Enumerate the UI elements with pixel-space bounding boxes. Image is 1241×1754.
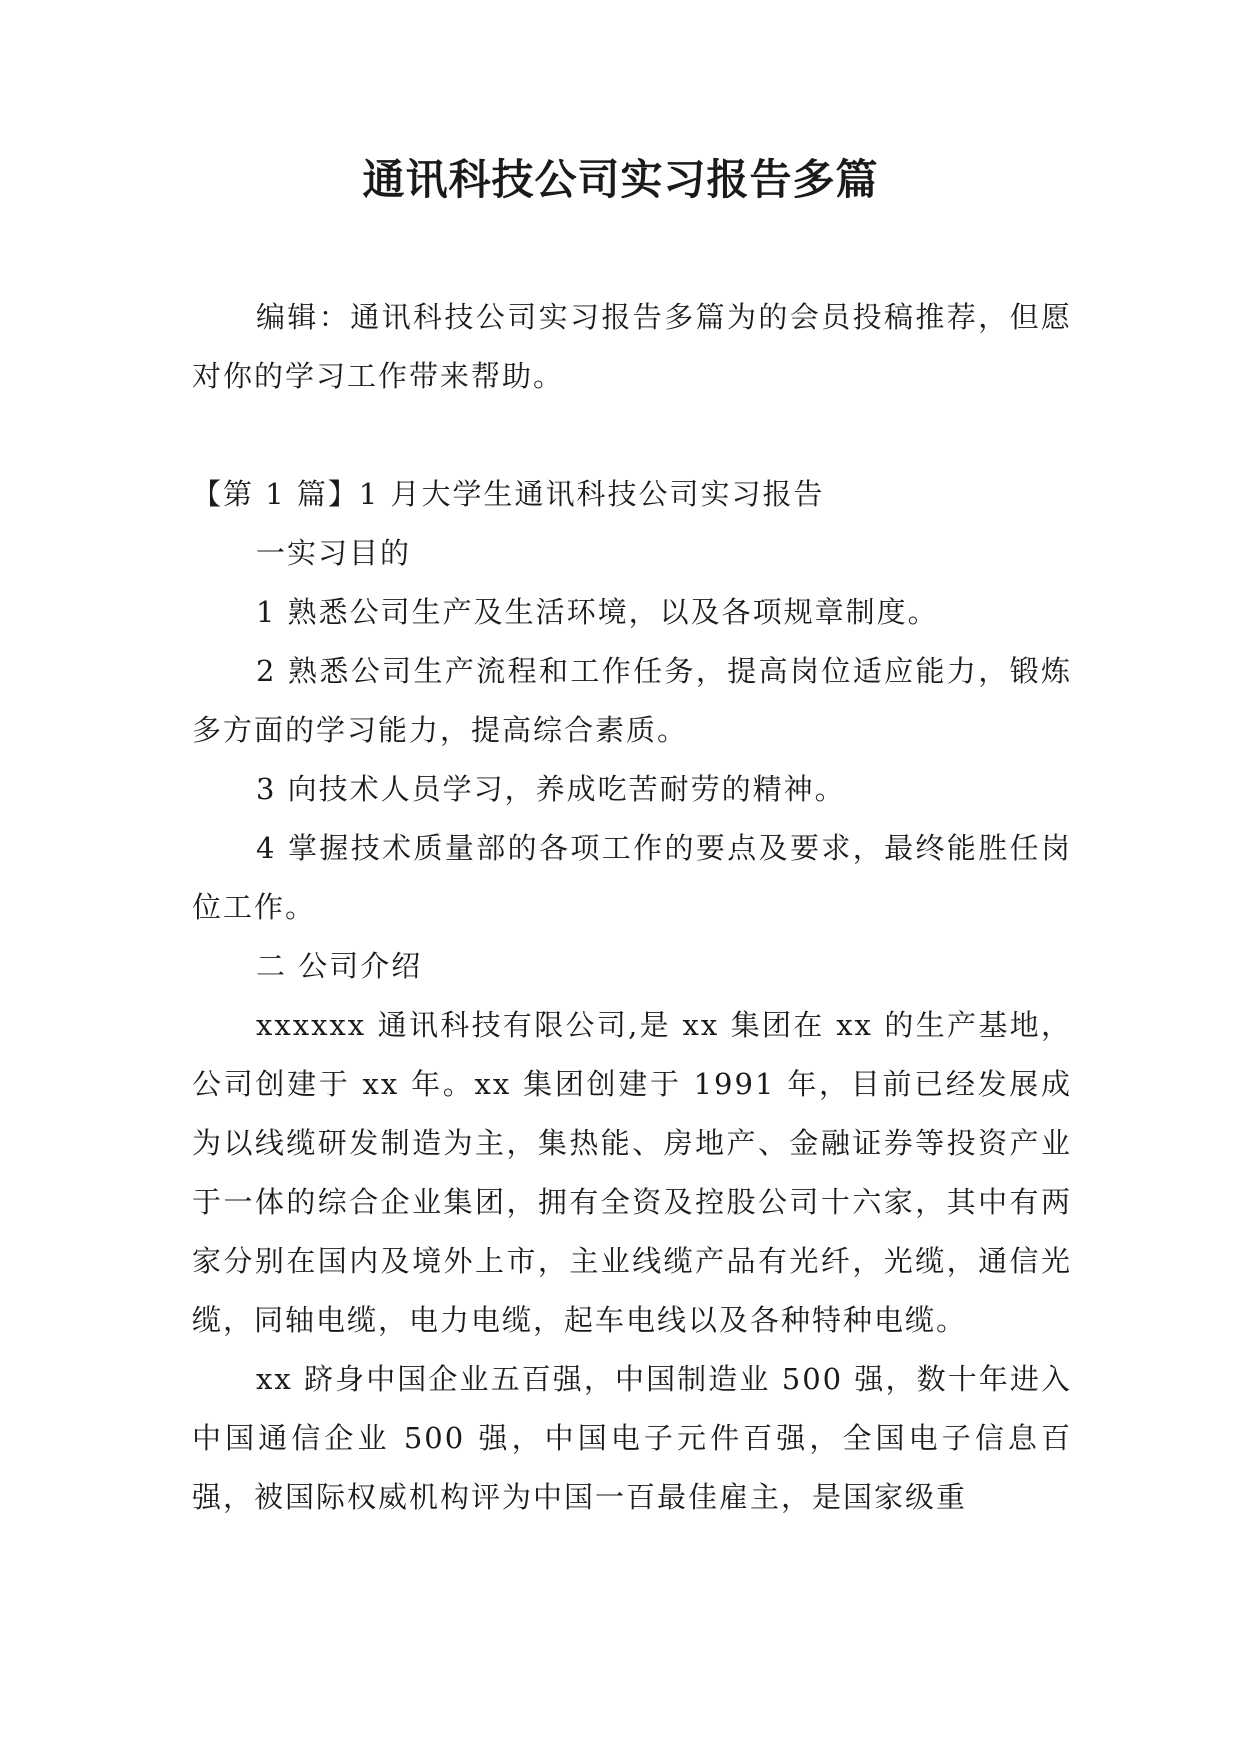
list-item: 3 向技术人员学习，养成吃苦耐劳的精神。	[256, 772, 846, 806]
list-item: 2 熟悉公司生产流程和工作任务，提高岗位适应能力，锻炼多方面的学习能力，提高综合素质。	[192, 654, 1072, 747]
body-paragraph: xxxxxx 通讯科技有限公司,是 xx 集团在 xx 的生产基地，公司创建于 xx 年。xx 集团创建于 1991 年，目前已经发展成为以线缆研发制造为主，集热能、房地产、金融证券等投资产业于一体的综合企业集团，拥有全资及控股公司十六家，其中有两家分别在国内及境外上市，主业线缆产品有光纤，光缆，通信光缆，同轴电缆，电力电缆，起车电线以及各种特种电缆。	[192, 1008, 1072, 1337]
document-title: 通讯科技公司实习报告多篇	[362, 155, 879, 204]
list-item: 1 熟悉公司生产及生活环境，以及各项规章制度。	[256, 595, 939, 629]
section-heading: 【第 1 篇】1 月大学生通讯科技公司实习报告	[192, 477, 825, 511]
report-body	[192, 465, 1072, 1527]
subheading-purpose: 一实习目的	[256, 536, 412, 570]
intro-block	[192, 288, 1072, 406]
intro-paragraph: 编辑：通讯科技公司实习报告多篇为的会员投稿推荐，但愿对你的学习工作带来帮助。	[192, 300, 1072, 393]
body-paragraph: xx 跻身中国企业五百强，中国制造业 500 强，数十年进入中国通信企业 500 强，中国电子元件百强，全国电子信息百强，被国际权威机构评为中国一百最佳雇主，是国家级重	[192, 1362, 1072, 1514]
subheading-company: 二 公司介绍	[256, 949, 423, 983]
list-item: 4 掌握技术质量部的各项工作的要点及要求，最终能胜任岗位工作。	[192, 831, 1072, 924]
